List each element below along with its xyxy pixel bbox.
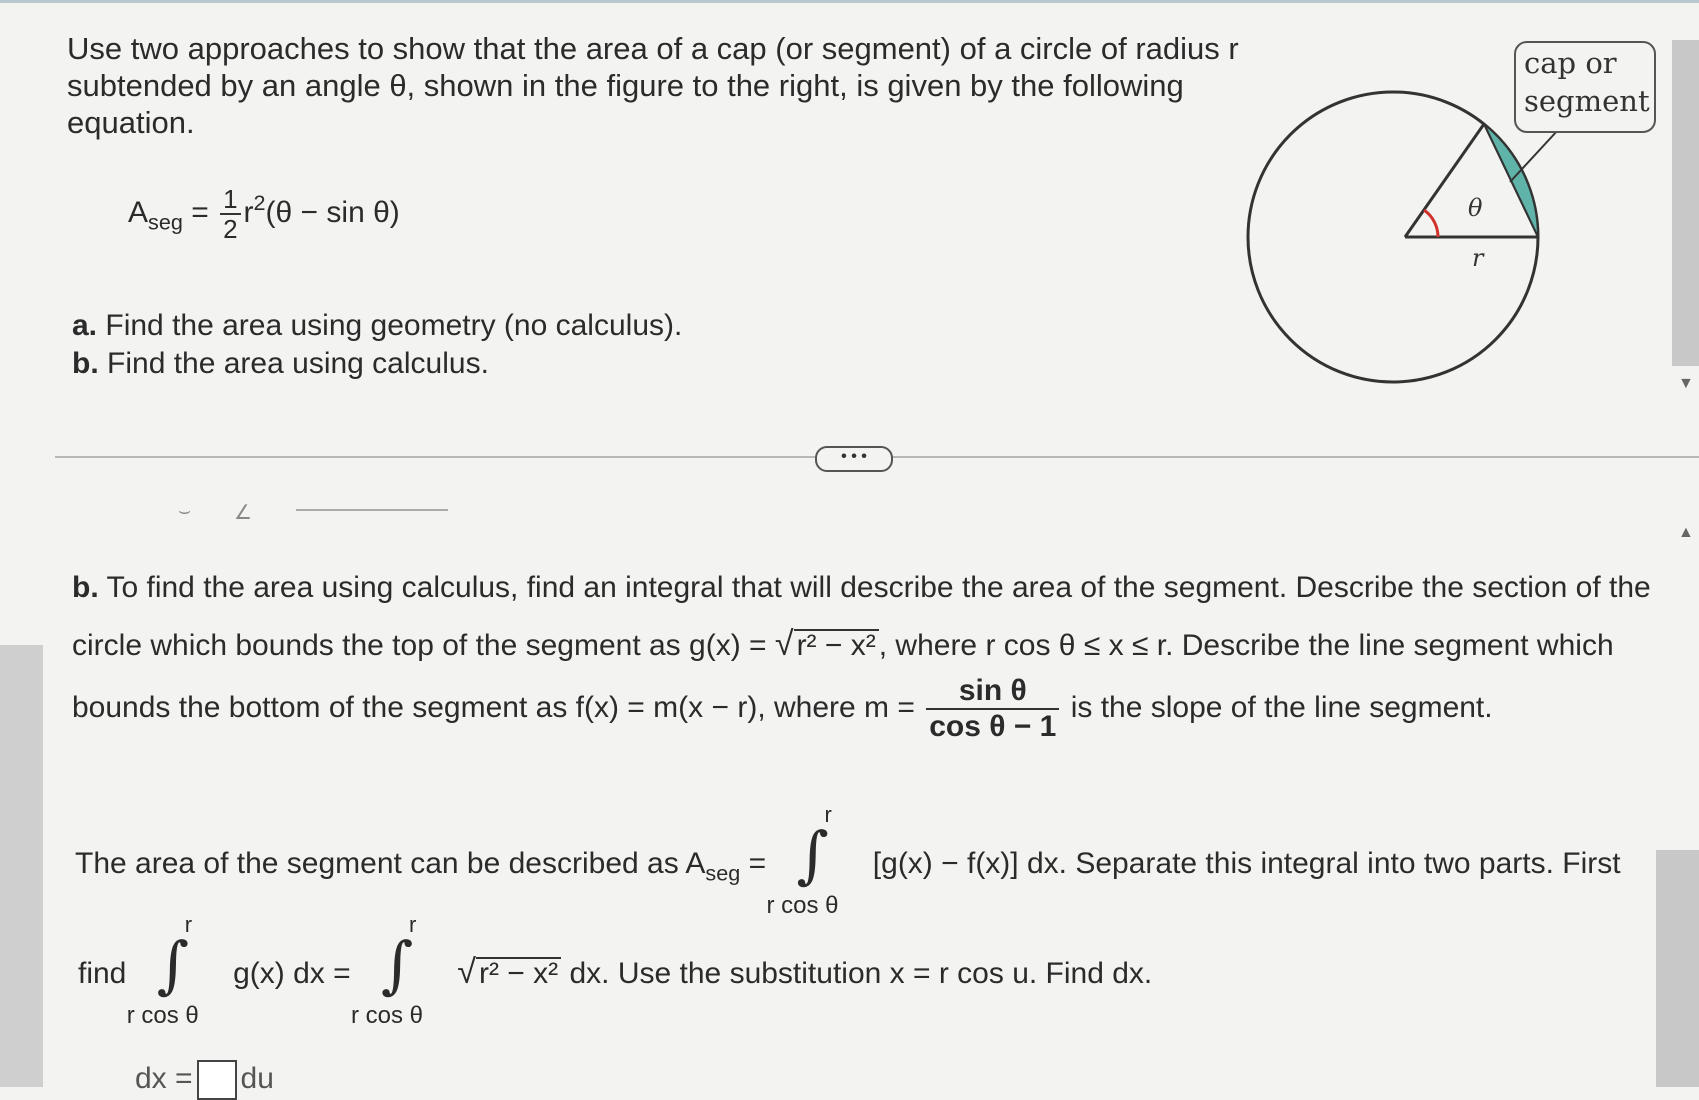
solution-text-1: To find the area using calculus, find an integral that will describe the area of the segment. Describe the section of the circle which bounds the top of the segment as g(x) = [72, 571, 1651, 662]
slope-num: sin θ [958, 674, 1027, 707]
solution-part-b [72, 560, 1652, 744]
radius-label: r [1472, 244, 1484, 272]
area-int-upper: r [824, 802, 832, 827]
find-integral-line [78, 912, 1153, 1030]
integral-icon: ∫ [156, 928, 190, 1001]
formula-frac-den: 2 [220, 213, 240, 243]
find-integrand-1: g(x) dx = [233, 956, 351, 990]
part-b [72, 345, 682, 383]
slope-den: cos θ − 1 [926, 708, 1059, 744]
find-int2-lower: r cos θ [350, 1002, 423, 1029]
solution-text-2: , where r cos θ ≤ x ≤ r. Describe the line segment which bounds the bottom of the segment as f(x) = m(x − r), where m = [72, 629, 1614, 724]
callout-pointer [1510, 130, 1558, 182]
left-panel-edge [0, 645, 43, 1087]
top-scrollbar-thumb[interactable] [1672, 40, 1699, 366]
find-integral-1 [126, 912, 225, 1030]
question-intro: Use two approaches to show that the area of a cap (or segment) of a circle of radius r subtended by an angle θ, shown in the figure to the right, is given by the following equation. [67, 31, 1239, 140]
sqrt-icon: √ [774, 625, 794, 663]
formula-equals: = [191, 195, 209, 229]
area-integrand: [g(x) − f(x)] dx. Separate this integral into two parts. First [872, 846, 1621, 880]
area-integral-line [75, 802, 1621, 920]
formula-r: r [243, 195, 254, 229]
sqrt-icon: √ [457, 952, 476, 991]
find-int1-lower: r cos θ [126, 1002, 199, 1029]
scroll-down-arrow-icon[interactable]: ▼ [1678, 375, 1694, 392]
slope-fraction [926, 674, 1059, 744]
find-tail: dx. Use the substitution x = r cos u. Find dx. [569, 956, 1153, 990]
formula-exp: 2 [253, 190, 266, 216]
segment-area-formula [128, 185, 400, 243]
area-int-lower: r cos θ [766, 892, 839, 919]
dx-left: dx = [135, 1061, 193, 1095]
solution-label: b. [72, 571, 99, 604]
find-integral-2 [350, 912, 449, 1030]
question-parts [72, 307, 682, 383]
formula-fraction [220, 185, 240, 243]
integral-icon: ∫ [380, 928, 414, 1001]
part-a-label: a. [72, 309, 98, 342]
formula-lhs-sub: seg [148, 209, 183, 235]
dx-right: du [240, 1061, 274, 1095]
find-int1-upper: r [184, 912, 193, 937]
find-word: find [78, 956, 127, 990]
formula-lhs: A [128, 195, 149, 229]
callout-text: cap or segment [1524, 46, 1650, 118]
angle-label: θ [1468, 194, 1483, 222]
find-radicand: r² − x² [476, 957, 561, 989]
faint-mark-2: ∠ [234, 502, 252, 524]
faint-line [296, 509, 448, 511]
area-prefix: The area of the segment can be described as A [75, 846, 706, 880]
part-a [72, 307, 682, 345]
solution-text-3: is the slope of the line segment. [1070, 690, 1493, 724]
formula-paren: (θ − sin θ) [265, 195, 400, 229]
part-b-text: Find the area using calculus. [107, 347, 489, 380]
callout-text-wrap [1520, 44, 1650, 130]
angle-arc [1424, 210, 1438, 237]
area-sub: seg [705, 860, 741, 886]
integral-icon: ∫ [796, 818, 829, 891]
g-radicand: r² − x² [794, 629, 879, 661]
top-border [0, 0, 1699, 3]
part-b-label: b. [72, 347, 99, 380]
area-eq: = [748, 846, 767, 880]
dx-answer-input[interactable] [197, 1060, 237, 1100]
find-int2-upper: r [408, 912, 417, 937]
area-integral [766, 802, 864, 920]
part-a-text: Find the area using geometry (no calculus). [105, 309, 683, 342]
scroll-up-arrow-icon[interactable]: ▲ [1678, 524, 1694, 541]
dx-answer-line [135, 1060, 274, 1100]
show-more-button[interactable]: • • • [815, 446, 893, 472]
faint-mark-1: ⌣ [178, 500, 192, 522]
formula-frac-num: 1 [223, 184, 238, 214]
circle-segment-figure [1240, 30, 1670, 400]
bottom-scrollbar-thumb[interactable] [1656, 850, 1699, 1087]
